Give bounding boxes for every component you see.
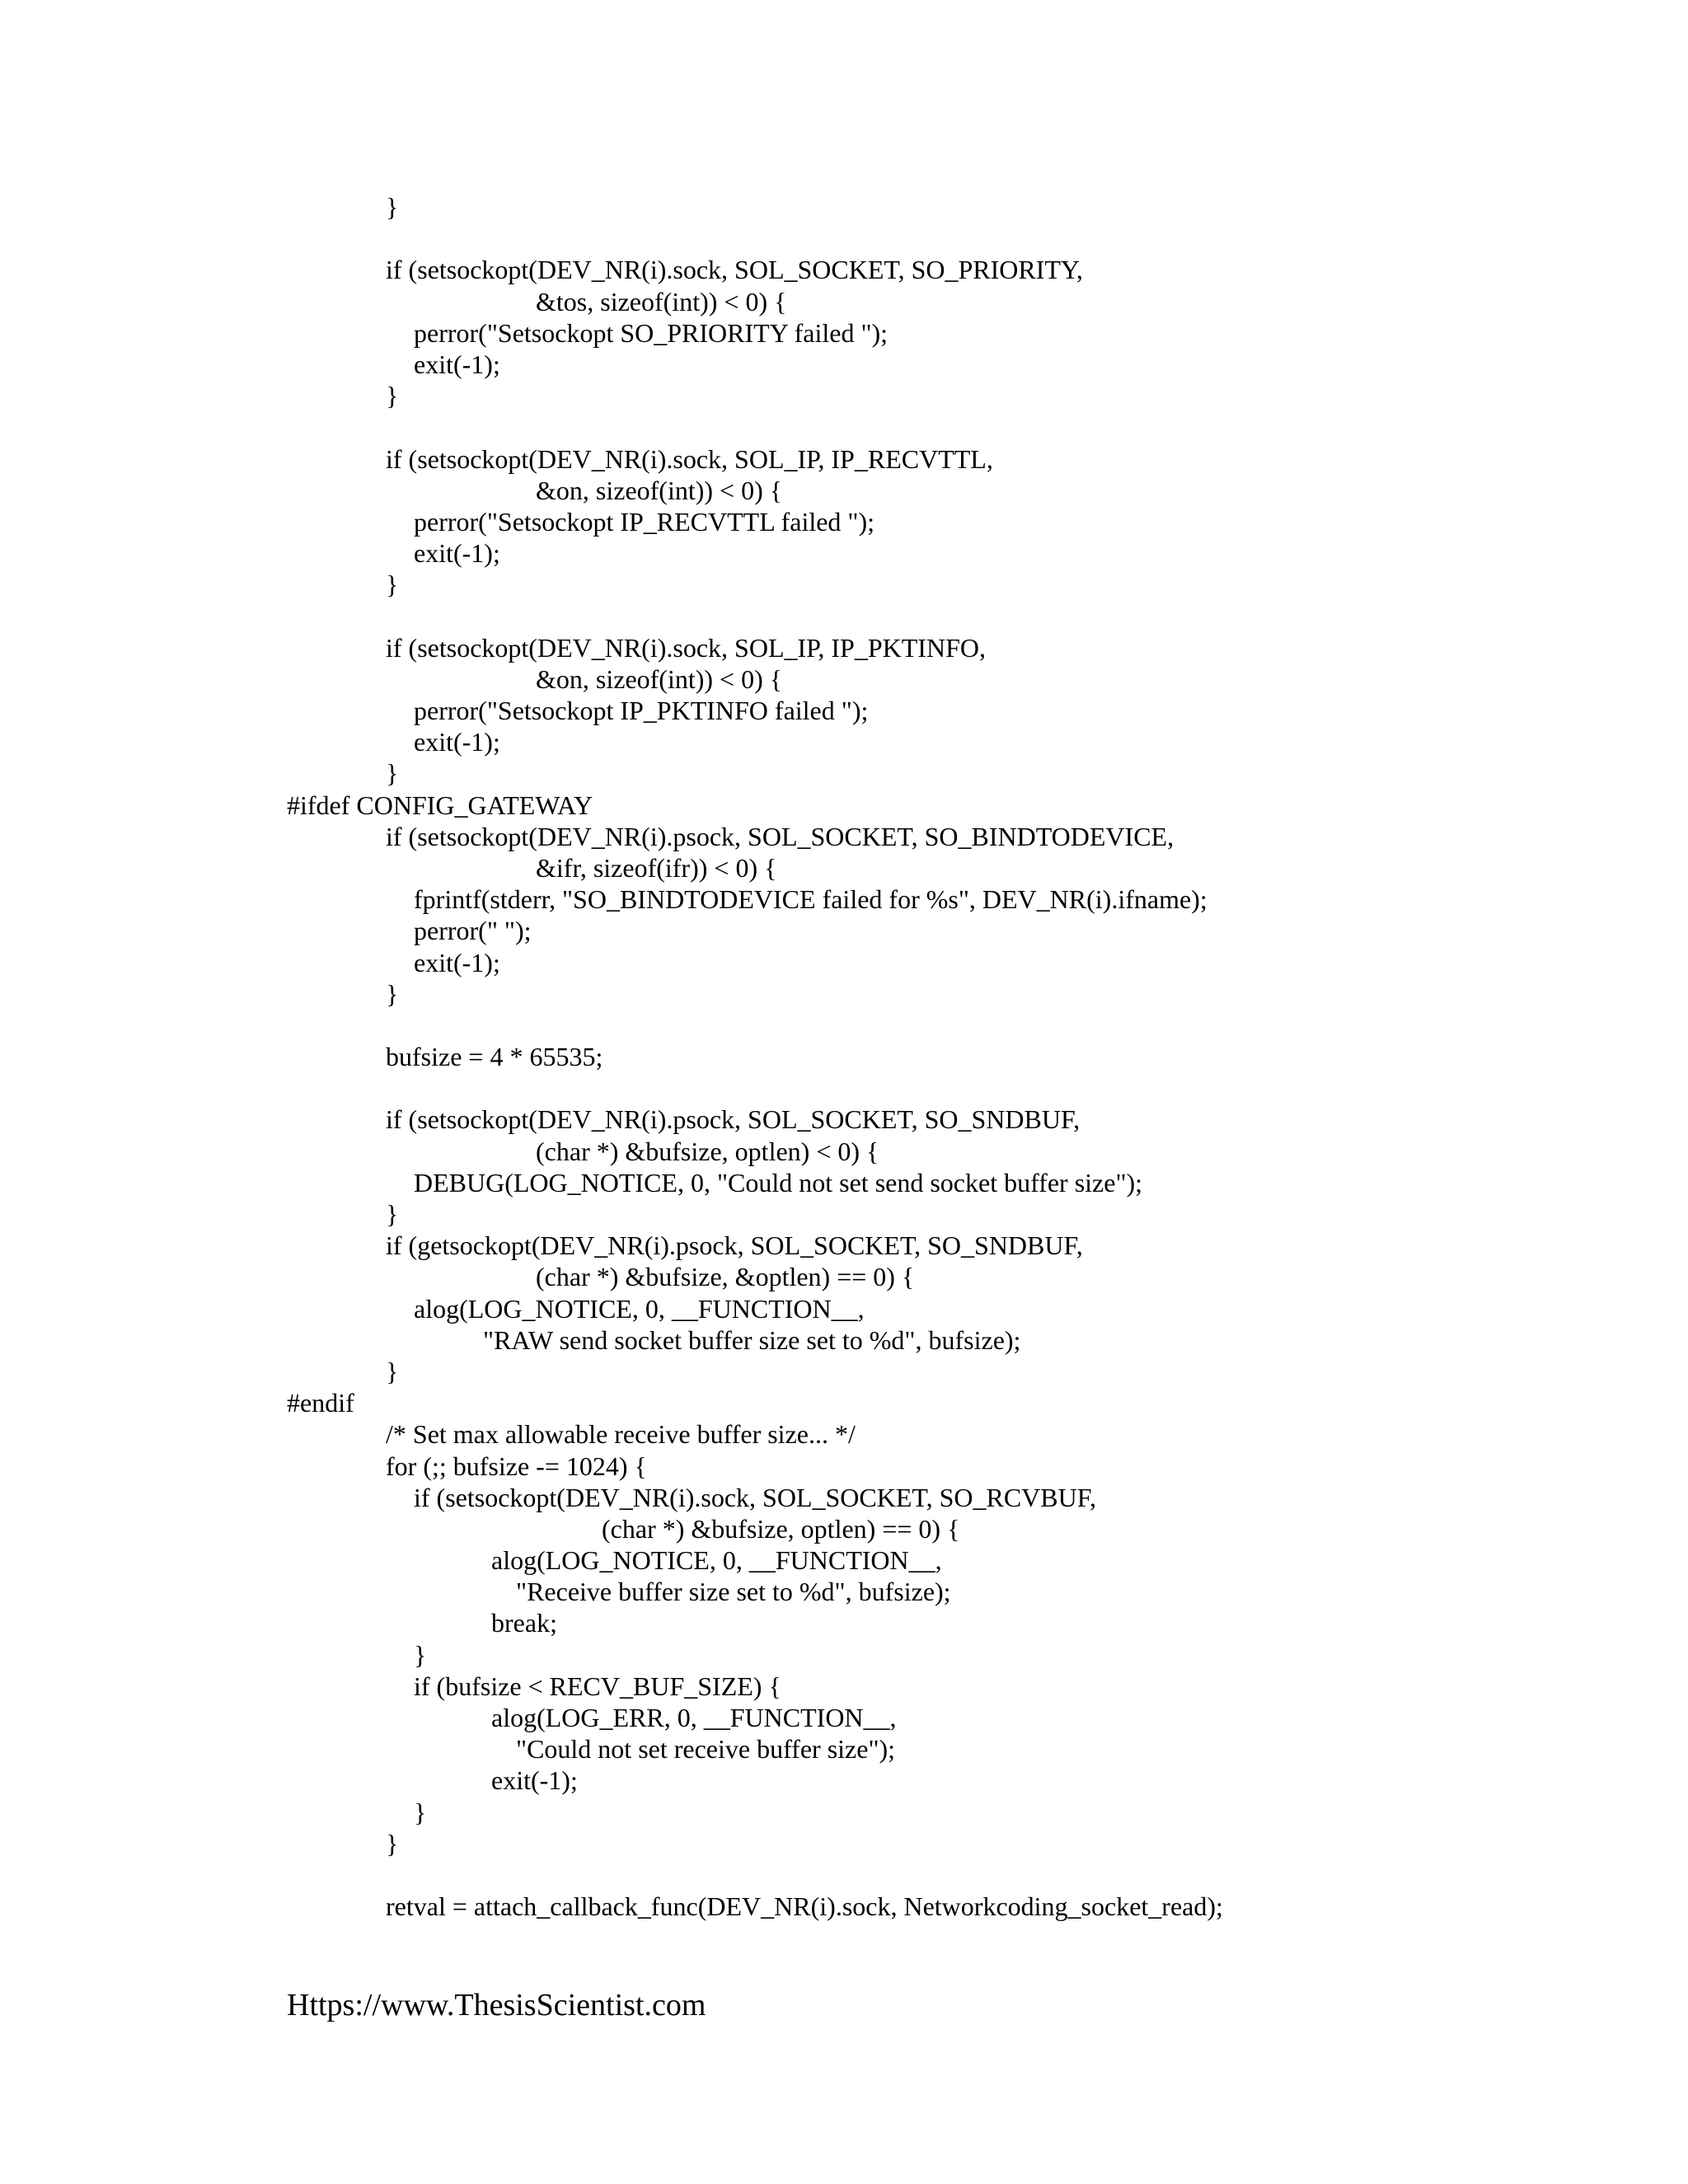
- blank-line: [0, 223, 1688, 254]
- code-line: [0, 821, 1688, 852]
- code-line-text: if (getsockopt(DEV_NR(i).psock, SOL_SOCKET, SO_SNDBUF,: [386, 1230, 1083, 1261]
- code-line-text: }: [386, 1828, 399, 1858]
- code-line-text: perror("Setsockopt SO_PRIORITY failed ");: [414, 317, 889, 348]
- code-line: [0, 726, 1688, 757]
- code-line: [0, 1797, 1688, 1828]
- blank-line: [0, 1072, 1688, 1104]
- code-line-text: alog(LOG_ERR, 0, __FUNCTION__,: [491, 1703, 897, 1732]
- code-line: [0, 349, 1688, 380]
- code-line: [0, 790, 1688, 821]
- code-line: [0, 1041, 1688, 1072]
- code-line-text: "Receive buffer size set to %d", bufsize);: [516, 1577, 951, 1607]
- code-line: [0, 695, 1688, 726]
- code-line: [0, 1324, 1688, 1356]
- code-line: [0, 1356, 1688, 1387]
- code-line-text: exit(-1);: [414, 538, 500, 569]
- code-line-text: }: [386, 192, 399, 222]
- code-line: [0, 1230, 1688, 1261]
- code-line-text: &ifr, sizeof(ifr)) < 0) {: [536, 852, 777, 883]
- code-line-text: if (setsockopt(DEV_NR(i).sock, SOL_IP, IP_PKTINFO,: [386, 632, 986, 663]
- code-line-text: exit(-1);: [414, 349, 500, 379]
- code-line: [0, 1607, 1688, 1638]
- code-line: [0, 1513, 1688, 1544]
- code-line-text: &on, sizeof(int)) < 0) {: [536, 663, 783, 694]
- code-line: [0, 537, 1688, 569]
- code-line-text: "RAW send socket buffer size set to %d", bufsize);: [483, 1324, 1021, 1355]
- code-line: [0, 1702, 1688, 1733]
- code-line: [0, 1418, 1688, 1450]
- code-line: [0, 1293, 1688, 1324]
- code-line: [0, 757, 1688, 789]
- code-line-text: exit(-1);: [414, 727, 500, 757]
- code-line: [0, 1104, 1688, 1135]
- code-line: [0, 1544, 1688, 1576]
- code-line-text: for (;; bufsize -= 1024) {: [386, 1451, 647, 1481]
- code-line-text: #endif: [287, 1388, 354, 1418]
- code-line-text: }: [386, 569, 399, 600]
- code-line: [0, 317, 1688, 349]
- code-line: [0, 1639, 1688, 1671]
- code-line-text: DEBUG(LOG_NOTICE, 0, "Could not set send socket buffer size");: [414, 1167, 1143, 1197]
- code-line: [0, 475, 1688, 506]
- code-line: [0, 883, 1688, 915]
- code-line: [0, 191, 1688, 223]
- code-line: [0, 254, 1688, 285]
- code-listing: [0, 191, 1688, 1922]
- code-line: [0, 663, 1688, 695]
- code-line-text: perror("Setsockopt IP_PKTINFO failed ");: [414, 696, 869, 725]
- code-line-text: alog(LOG_NOTICE, 0, __FUNCTION__,: [491, 1545, 942, 1576]
- code-line-text: fprintf(stderr, "SO_BINDTODEVICE failed for %s", DEV_NR(i).ifname);: [414, 884, 1207, 915]
- code-line: [0, 1387, 1688, 1418]
- code-line-text: if (setsockopt(DEV_NR(i).sock, SOL_SOCKET, SO_RCVBUF,: [414, 1482, 1096, 1512]
- code-line-text: #ifdef CONFIG_GATEWAY: [287, 790, 593, 820]
- code-line-text: exit(-1);: [414, 947, 500, 977]
- code-line: [0, 1261, 1688, 1292]
- code-line-text: bufsize = 4 * 65535;: [386, 1042, 603, 1072]
- footer-website-url: Https://www.ThesisScientist.com: [287, 1988, 706, 2022]
- code-line-text: }: [386, 1356, 399, 1386]
- blank-line: [0, 1010, 1688, 1041]
- code-line: [0, 1136, 1688, 1167]
- code-line: [0, 1765, 1688, 1796]
- code-line: [0, 1891, 1688, 1922]
- code-line-text: if (setsockopt(DEV_NR(i).psock, SOL_SOCKET, SO_BINDTODEVICE,: [386, 821, 1175, 851]
- code-line: [0, 443, 1688, 475]
- code-line: [0, 569, 1688, 600]
- code-line: [0, 915, 1688, 946]
- code-line-text: &tos, sizeof(int)) < 0) {: [536, 286, 787, 316]
- code-line-text: if (bufsize < RECV_BUF_SIZE) {: [414, 1671, 781, 1701]
- code-line: [0, 1671, 1688, 1702]
- code-line-text: }: [386, 1199, 399, 1229]
- blank-line: [0, 411, 1688, 443]
- code-line-text: if (setsockopt(DEV_NR(i).psock, SOL_SOCKET, SO_SNDBUF,: [386, 1104, 1081, 1135]
- code-line: [0, 286, 1688, 317]
- code-line: [0, 380, 1688, 411]
- code-line-text: }: [414, 1639, 427, 1670]
- code-line: [0, 947, 1688, 978]
- code-line: [0, 1167, 1688, 1198]
- code-line-text: }: [386, 978, 399, 1009]
- code-line-text: (char *) &bufsize, optlen) == 0) {: [602, 1513, 960, 1544]
- code-line: [0, 1733, 1688, 1765]
- code-line: [0, 1198, 1688, 1230]
- code-line: [0, 1482, 1688, 1513]
- code-line: [0, 632, 1688, 663]
- code-line-text: }: [386, 758, 399, 789]
- code-line-text: (char *) &bufsize, optlen) < 0) {: [536, 1136, 879, 1166]
- code-line-text: break;: [491, 1608, 557, 1638]
- code-line-text: retval = attach_callback_func(DEV_NR(i).sock, Networkcoding_socket_read);: [386, 1891, 1223, 1922]
- code-line-text: }: [386, 381, 399, 411]
- code-line: [0, 1451, 1688, 1482]
- code-line-text: exit(-1);: [491, 1765, 578, 1796]
- code-line-text: "Could not set receive buffer size");: [516, 1734, 896, 1765]
- code-line: [0, 506, 1688, 537]
- code-line-text: (char *) &bufsize, &optlen) == 0) {: [536, 1262, 915, 1292]
- code-line: [0, 852, 1688, 883]
- code-line-text: if (setsockopt(DEV_NR(i).sock, SOL_SOCKET, SO_PRIORITY,: [386, 255, 1083, 285]
- code-line-text: }: [414, 1797, 427, 1827]
- code-line-text: alog(LOG_NOTICE, 0, __FUNCTION__,: [414, 1293, 865, 1324]
- code-line-text: if (setsockopt(DEV_NR(i).sock, SOL_IP, IP_RECVTTL,: [386, 443, 993, 474]
- blank-line: [0, 600, 1688, 631]
- blank-line: [0, 1859, 1688, 1891]
- code-line-text: &on, sizeof(int)) < 0) {: [536, 475, 783, 505]
- code-line-text: perror("Setsockopt IP_RECVTTL failed ");: [414, 506, 875, 537]
- code-line: [0, 1828, 1688, 1859]
- code-line: [0, 978, 1688, 1010]
- code-line: [0, 1576, 1688, 1607]
- code-line-text: /* Set max allowable receive buffer size... */: [386, 1419, 856, 1450]
- code-line-text: perror(" ");: [414, 916, 532, 946]
